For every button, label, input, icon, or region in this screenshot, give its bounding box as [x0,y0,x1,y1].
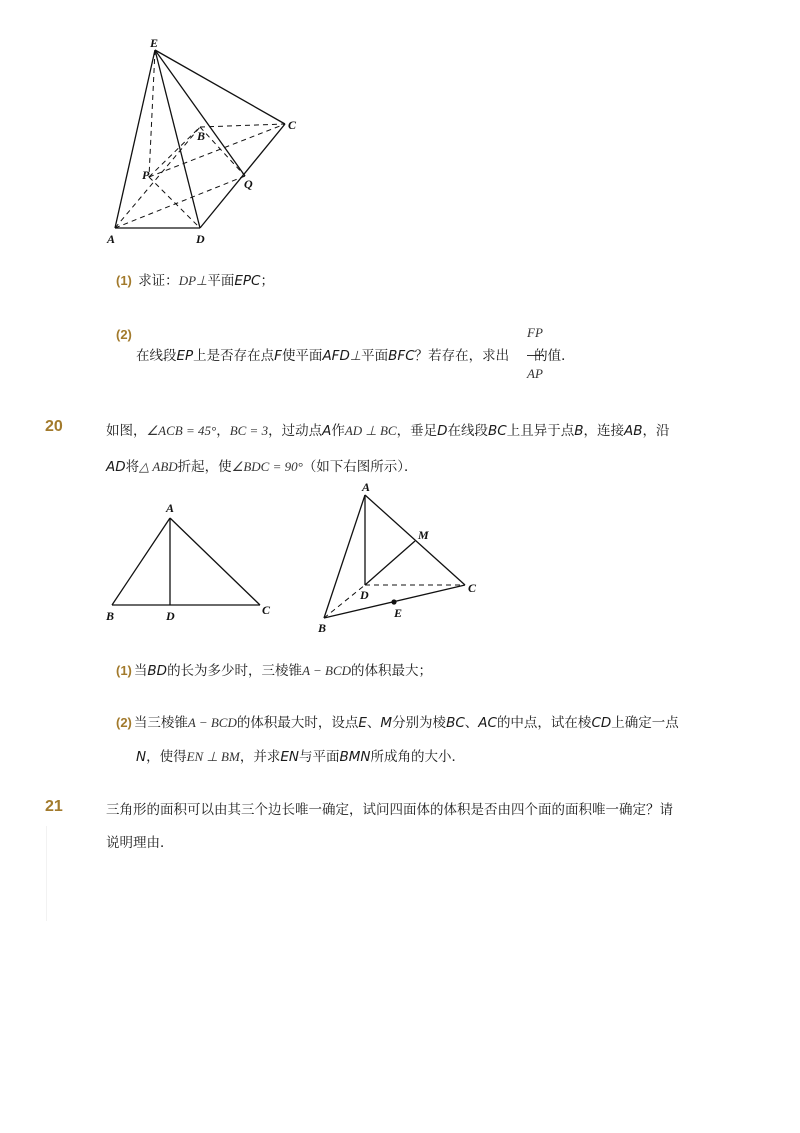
q21-line2: 说明理由． [106,835,174,851]
label-E: E [150,36,159,50]
q19-part2-t2: 上是否存在点 [193,348,275,364]
q19-part1-prefix: 求证： [138,273,179,289]
tet-label-B: B [318,621,327,635]
q20-segment-bc: BC [488,423,507,439]
q19-part2-t6: 的值． [534,348,575,364]
q20-p2-t5: 、 [464,715,479,731]
q20-segment-ab: AB [623,423,643,439]
q19-part2-t3: 使平面 [281,348,323,364]
q20-p1-t3: 的体积最大； [351,663,433,679]
q19-part1-end: ； [260,273,274,289]
q20-p2-en: EN [280,749,299,765]
q19-part1-expr: DP⊥ [178,273,208,288]
label-D: D [196,232,205,246]
q20-angle-bdc: ∠BDC = 90° [231,459,303,474]
q21-line1: 三角形的面积可以由其三个边长唯一确定，试问四面体的体积是否由四个面的面积唯一确定？请 [106,802,673,818]
q19-part2-t4: 平面 [361,348,389,364]
q19-part1-plane: EPC [234,273,261,289]
q20-p2-t2: 的体积最大时，设点 [236,715,359,731]
q20-line2 [106,457,418,477]
q20-l1-t3: ，过动点 [268,423,323,439]
tet-label-E: E [394,606,403,620]
pyramid-figure [100,30,320,250]
q20-part1-number: (1) [116,663,132,678]
q20-part1 [116,661,432,681]
tri-label-C: C [262,603,271,617]
q20-l2-t1: 将 [125,459,140,475]
q20-l1-t7: 上且异于点 [506,423,575,439]
q19-part1 [116,271,274,291]
tri-label-A: A [166,501,175,515]
triangle-figure [100,498,280,628]
label-C: C [288,118,297,132]
q20-angle-acb: ∠ACB = 45° [146,423,217,438]
q20-p2-t6: 的中点，试在棱 [496,715,592,731]
q19-part2-f: F [274,348,282,364]
fraction-denominator: AP [527,366,543,381]
q20-p2-t11: 所成角的大小． [370,749,465,765]
label-A: A [107,232,116,246]
tet-label-A: A [362,480,371,494]
q20-l1-t1: 如图， [106,423,147,439]
q20-l1-t5: ，垂足 [396,423,438,439]
q20-p1-bd: BD [147,663,168,679]
q20-p2-bc: BC [446,715,465,731]
q20-p1-t1: 当 [133,663,148,679]
label-Q: Q [244,177,253,191]
q20-l1-t6: 在线段 [447,423,488,439]
q19-part1-mid: 平面 [207,273,235,289]
q19-part2-bfc: BFC [388,348,415,364]
q20-l1-t4: 作 [331,423,345,439]
q20-point-b: B [574,423,584,439]
q20-l1-t2: ， [216,423,230,439]
q20-point-a: A [322,423,332,439]
q20-l2-t2: 折起，使 [177,459,232,475]
q19-part1-number: (1) [116,273,132,288]
tet-label-M: M [418,528,429,542]
q20-line1 [106,421,669,441]
q19-part2-text [136,346,575,366]
q20-p2-t7: 上确定一点 [611,715,679,731]
q20-p2-n: N [136,749,147,765]
q20-point-d: D [437,423,448,439]
q21-number: 21 [45,798,63,815]
q20-p2-bmn: BMN [339,749,371,765]
q20-ad-perp-bc: AD ⊥ BC [344,423,397,438]
q20-p2-ac: AC [478,715,497,731]
q20-p2-cd: CD [591,715,612,731]
q20-p2-m: M [380,715,393,731]
q19-part2-number: (2) [116,327,132,342]
q20-p2-tetrahedron: A − BCD [187,715,237,730]
q20-p1-tetrahedron: A − BCD [302,663,352,678]
q20-p2-t4: 分别为棱 [392,715,447,731]
q20-p2-en-perp-bm: EN ⊥ BM [186,749,240,764]
q20-l2-t3: （如下右图所示）． [302,459,418,475]
tri-label-D: D [166,609,175,623]
q19-part2-afd: AFD [322,348,350,364]
q20-triangle-abd: △ ABD [139,459,178,474]
tetrahedron-figure [310,480,490,640]
tet-label-C: C [468,581,477,595]
label-B: B [197,129,206,143]
q19-part2-t5: ？若存在，求出 [414,348,510,364]
q20-part2-line2 [136,747,465,767]
q20-p2-t10: 与平面 [298,749,340,765]
q20-l1-t8: ，连接 [583,423,624,439]
q20-p2-t3: 、 [366,715,381,731]
q19-part2-perp: ⊥ [349,348,362,363]
q20-bc-value: BC = 3 [229,423,269,438]
q20-part2-number: (2) [116,715,132,730]
q19-part2-t1: 在线段 [136,348,177,364]
q20-segment-ad: AD [106,459,126,475]
q20-p2-t1: 当三棱锥 [133,715,188,731]
q20-l1-t9: ，沿 [642,423,670,439]
q20-p2-e: E [358,715,367,731]
q20-p2-t8: ，使得 [146,749,187,765]
tet-label-D: D [360,588,369,602]
label-P: P [142,168,150,182]
q19-part2-number-line [116,325,134,345]
q19-part2-ep: EP [176,348,194,364]
q21-side-rule [46,826,47,921]
q20-part2-line1 [116,713,679,733]
q20-p2-t9: ，并求 [239,749,281,765]
q20-number: 20 [45,418,63,435]
q20-p1-t2: 的长为多少时，三棱锥 [167,663,303,679]
fraction-numerator: FP [527,325,543,340]
tri-label-B: B [106,609,115,623]
